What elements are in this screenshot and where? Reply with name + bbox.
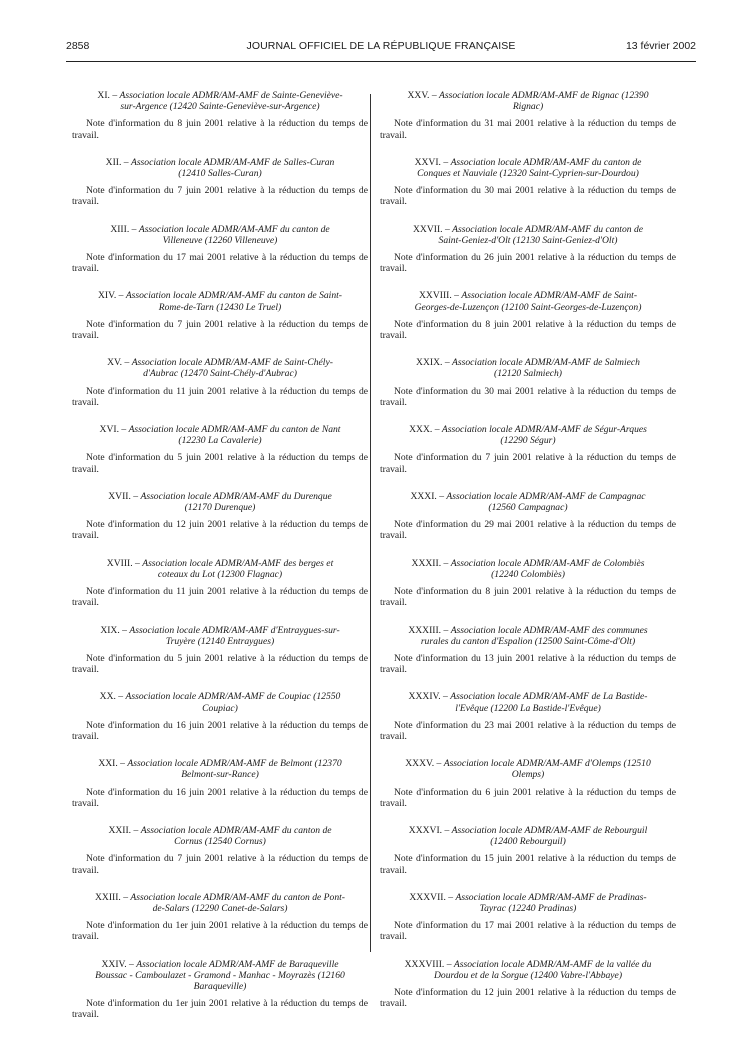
entry-number: XXII. – bbox=[108, 824, 141, 836]
association-entry bbox=[380, 424, 676, 475]
entry-heading bbox=[380, 90, 676, 112]
information-note: Note d'information du 12 juin 2001 relative à la réduction du temps de travail. bbox=[380, 986, 676, 1010]
association-name: Association locale ADMR/AM-AMF de Salles-Curan (12410 Salles-Curan) bbox=[130, 156, 335, 180]
information-note: Note d'information du 1er juin 2001 relative à la réduction du temps de travail. bbox=[72, 998, 368, 1021]
entry-heading bbox=[380, 691, 676, 713]
association-name: Association locale ADMR/AM-AMF des berges et coteaux du Lot (12300 Flagnac) bbox=[142, 557, 334, 580]
association-entry bbox=[380, 825, 676, 876]
entry-heading bbox=[380, 892, 676, 914]
association-name: Association locale ADMR/AM-AMF de Saint-Chély-d'Aubrac (12470 Saint-Chély-d'Aubrac) bbox=[131, 357, 333, 380]
association-name: Association locale ADMR/AM-AMF de Rebourguil (12400 Rebourguil) bbox=[451, 824, 648, 848]
association-entry bbox=[380, 892, 676, 943]
entry-heading bbox=[380, 491, 676, 513]
association-entry bbox=[380, 491, 676, 542]
information-note: Note d'information du 8 juin 2001 relative à la réduction du temps de travail. bbox=[380, 318, 676, 342]
association-entry bbox=[72, 758, 368, 809]
association-name: Association locale ADMR/AM-AMF de Sainte-Geneviève-sur-Argence (12420 Sainte-Geneviève-sur-Argence) bbox=[119, 90, 343, 113]
association-name: Association locale ADMR/AM-AMF des communes rurales du canton d'Espalion (12500 Saint-Côme-d'Olt) bbox=[420, 624, 648, 647]
association-entry bbox=[380, 357, 676, 408]
entry-heading bbox=[380, 424, 676, 446]
entry-number: XXIV. – bbox=[101, 958, 137, 970]
entry-number: XXVIII. – bbox=[418, 290, 462, 302]
association-name: Association locale ADMR/AM-AMF du canton de Saint-Geniez-d'Olt (12130 Saint-Geniez-d'Olt) bbox=[438, 223, 644, 246]
association-name: Association locale ADMR/AM-AMF du canton de Villeneuve (12260 Villeneuve) bbox=[138, 223, 330, 246]
information-note: Note d'information du 13 juin 2001 relative à la réduction du temps de travail. bbox=[380, 652, 676, 676]
entry-number: XXV. – bbox=[407, 90, 440, 101]
entry-heading bbox=[72, 90, 368, 112]
association-name: Association locale ADMR/AM-AMF de La Bastide-l'Evêque (12200 La Bastide-l'Evêque) bbox=[450, 691, 648, 714]
entry-number: XVIII. – bbox=[106, 557, 143, 569]
association-name: Association locale ADMR/AM-AMF de Belmont (12370 Belmont-sur-Rance) bbox=[127, 758, 342, 781]
entry-number: XIX. – bbox=[100, 624, 130, 636]
entry-number: XXIX. – bbox=[416, 357, 453, 369]
entry-heading bbox=[380, 357, 676, 379]
information-note: Note d'information du 17 mai 2001 relative à la réduction du temps de travail. bbox=[380, 920, 676, 943]
information-note: Note d'information du 30 mai 2001 relative à la réduction du temps de travail. bbox=[380, 385, 676, 408]
information-note: Note d'information du 5 juin 2001 relative à la réduction du temps de travail. bbox=[72, 452, 368, 475]
association-entry bbox=[72, 224, 368, 275]
entry-number: XXXV. – bbox=[405, 758, 444, 770]
entry-heading bbox=[72, 825, 368, 847]
association-name: Association locale ADMR/AM-AMF du Durenque (12170 Durenque) bbox=[140, 490, 332, 514]
journal-title: JOURNAL OFFICIEL DE LA RÉPUBLIQUE FRANÇAISE bbox=[246, 40, 516, 52]
association-entry bbox=[380, 90, 676, 141]
information-note: Note d'information du 16 juin 2001 relative à la réduction du temps de travail. bbox=[72, 786, 368, 809]
association-name: Association locale ADMR/AM-AMF de Baraqueville Boussac - Camboulazet - Gramond - Manhac - Moyrazès (12160 Baraqueville) bbox=[95, 958, 345, 992]
association-entry bbox=[380, 758, 676, 809]
association-entry bbox=[72, 290, 368, 341]
page-number: 2858 bbox=[66, 40, 90, 52]
information-note: Note d'information du 29 mai 2001 relative à la réduction du temps de travail. bbox=[380, 519, 676, 542]
association-name: Association locale ADMR/AM-AMF d'Entraygues-sur-Truyère (12140 Entraygues) bbox=[129, 624, 340, 647]
association-name: Association locale ADMR/AM-AMF de la vallée du Dourdou et de la Sorgue (12400 Vabre-l'Abbaye) bbox=[433, 958, 652, 981]
association-name: Association locale ADMR/AM-AMF de Pradinas-Tayrac (12240 Pradinas) bbox=[455, 891, 647, 914]
association-name: Association locale ADMR/AM-AMF du canton de Pont-de-Salars (12290 Canet-de-Salars) bbox=[130, 891, 345, 914]
right-column bbox=[380, 90, 676, 1025]
column-divider bbox=[370, 94, 371, 952]
entry-number: XXIII. – bbox=[94, 891, 131, 903]
information-note: Note d'information du 16 juin 2001 relative à la réduction du temps de travail. bbox=[72, 719, 368, 742]
information-note: Note d'information du 12 juin 2001 relative à la réduction du temps de travail. bbox=[72, 519, 368, 542]
entry-heading bbox=[72, 691, 368, 713]
information-note: Note d'information du 1er juin 2001 relative à la réduction du temps de travail. bbox=[72, 920, 368, 943]
entry-number: XI. – bbox=[97, 90, 120, 101]
entry-number: XIV. – bbox=[98, 290, 126, 302]
information-note: Note d'information du 31 mai 2001 relative à la réduction du temps de travail. bbox=[380, 118, 676, 141]
entry-heading bbox=[72, 558, 368, 580]
entry-heading bbox=[72, 758, 368, 780]
entry-heading bbox=[380, 758, 676, 780]
association-name: Association locale ADMR/AM-AMF de Saint-Georges-de-Luzençon (12100 Saint-Georges-de-Luzençon) bbox=[414, 290, 642, 313]
entry-number: XXXI. – bbox=[410, 490, 447, 502]
association-entry bbox=[72, 157, 368, 208]
information-note: Note d'information du 7 juin 2001 relative à la réduction du temps de travail. bbox=[380, 452, 676, 475]
information-note: Note d'information du 23 mai 2001 relative à la réduction du temps de travail. bbox=[380, 719, 676, 742]
entry-heading bbox=[380, 825, 676, 847]
association-entry bbox=[72, 625, 368, 676]
entry-number: XXXIV. – bbox=[408, 691, 451, 703]
information-note: Note d'information du 7 juin 2001 relative à la réduction du temps de travail. bbox=[72, 853, 368, 876]
entry-heading bbox=[72, 892, 368, 914]
association-name: Association locale ADMR/AM-AMF du canton de Conques et Nauviale (12320 Saint-Cyprien-sur-Dourdou) bbox=[417, 156, 642, 180]
publication-date: 13 février 2002 bbox=[625, 40, 696, 52]
entry-number: XXXVI. – bbox=[408, 824, 452, 836]
entry-heading bbox=[380, 290, 676, 312]
information-note: Note d'information du 6 juin 2001 relative à la réduction du temps de travail. bbox=[380, 786, 676, 809]
association-entry bbox=[72, 892, 368, 943]
entry-heading bbox=[72, 491, 368, 513]
association-entry bbox=[380, 691, 676, 742]
information-note: Note d'information du 15 juin 2001 relative à la réduction du temps de travail. bbox=[380, 853, 676, 876]
information-note: Note d'information du 8 juin 2001 relative à la réduction du temps de travail. bbox=[72, 118, 368, 141]
entry-number: XII. – bbox=[105, 156, 131, 168]
information-note: Note d'information du 26 juin 2001 relative à la réduction du temps de travail. bbox=[380, 252, 676, 275]
entry-number: XXXVIII. – bbox=[404, 958, 454, 970]
entry-heading bbox=[72, 424, 368, 446]
association-entry bbox=[72, 491, 368, 542]
association-name: Association locale ADMR/AM-AMF d'Olemps (12510 Olemps) bbox=[443, 758, 651, 781]
entry-number: XXXIII. – bbox=[408, 624, 451, 636]
entry-heading bbox=[380, 959, 676, 981]
association-name: Association locale ADMR/AM-AMF de Ségur-Arques (12290 Ségur) bbox=[441, 424, 647, 447]
entry-number: XXXII. – bbox=[411, 557, 451, 569]
association-name: Association locale ADMR/AM-AMF de Coupiac (12550 Coupiac) bbox=[125, 691, 341, 714]
entry-number: XVI. – bbox=[99, 424, 129, 436]
entry-heading bbox=[380, 625, 676, 647]
association-name: Association locale ADMR/AM-AMF du canton de Cornus (12540 Cornus) bbox=[140, 824, 332, 848]
information-note: Note d'information du 17 mai 2001 relative à la réduction du temps de travail. bbox=[72, 252, 368, 275]
information-note: Note d'information du 11 juin 2001 relative à la réduction du temps de travail. bbox=[72, 385, 368, 408]
entry-heading bbox=[72, 357, 368, 379]
page-header bbox=[66, 40, 696, 56]
association-entry bbox=[72, 357, 368, 408]
entry-heading bbox=[380, 157, 676, 179]
entry-number: XIII. – bbox=[110, 223, 139, 235]
entry-number: XXVII. – bbox=[412, 223, 453, 235]
association-name: Association locale ADMR/AM-AMF de Campagnac (12560 Campagnac) bbox=[446, 490, 646, 514]
left-column bbox=[72, 90, 368, 1037]
entry-number: XXI. – bbox=[98, 758, 128, 770]
entry-number: XVII. – bbox=[108, 490, 141, 502]
entry-heading bbox=[72, 290, 368, 312]
association-name: Association locale ADMR/AM-AMF de Rignac (12390 Rignac) bbox=[439, 90, 649, 113]
entry-heading bbox=[72, 157, 368, 179]
association-entry bbox=[380, 290, 676, 341]
association-entry bbox=[380, 625, 676, 676]
association-name: Association locale ADMR/AM-AMF du canton de Nant (12230 La Cavalerie) bbox=[128, 424, 341, 447]
association-entry bbox=[380, 558, 676, 609]
information-note: Note d'information du 8 juin 2001 relative à la réduction du temps de travail. bbox=[380, 586, 676, 609]
association-entry bbox=[72, 424, 368, 475]
entry-number: XXXVII. – bbox=[409, 891, 456, 903]
entry-heading bbox=[72, 959, 368, 993]
header-rule bbox=[66, 61, 696, 62]
association-entry bbox=[72, 691, 368, 742]
association-name: Association locale ADMR/AM-AMF de Colombiès (12240 Colombiès) bbox=[450, 557, 645, 580]
association-name: Association locale ADMR/AM-AMF du canton de Saint-Rome-de-Tarn (12430 Le Truel) bbox=[125, 290, 342, 313]
entry-number: XXVI. – bbox=[414, 156, 451, 168]
entry-heading bbox=[72, 224, 368, 246]
entry-number: XV. – bbox=[107, 357, 132, 369]
association-entry bbox=[380, 959, 676, 1010]
information-note: Note d'information du 7 juin 2001 relative à la réduction du temps de travail. bbox=[72, 318, 368, 342]
association-entry bbox=[72, 825, 368, 876]
entry-heading bbox=[380, 224, 676, 246]
information-note: Note d'information du 5 juin 2001 relative à la réduction du temps de travail. bbox=[72, 652, 368, 676]
information-note: Note d'information du 7 juin 2001 relative à la réduction du temps de travail. bbox=[72, 185, 368, 208]
information-note: Note d'information du 11 juin 2001 relative à la réduction du temps de travail. bbox=[72, 586, 368, 609]
entry-number: XX. – bbox=[99, 691, 126, 703]
association-entry bbox=[380, 157, 676, 208]
entry-number: XXX. – bbox=[409, 424, 442, 436]
information-note: Note d'information du 30 mai 2001 relative à la réduction du temps de travail. bbox=[380, 185, 676, 208]
association-entry bbox=[380, 224, 676, 275]
association-entry bbox=[72, 558, 368, 609]
entry-heading bbox=[72, 625, 368, 647]
association-name: Association locale ADMR/AM-AMF de Salmiech (12120 Salmiech) bbox=[452, 357, 640, 380]
association-entry bbox=[72, 90, 368, 141]
entry-heading bbox=[380, 558, 676, 580]
